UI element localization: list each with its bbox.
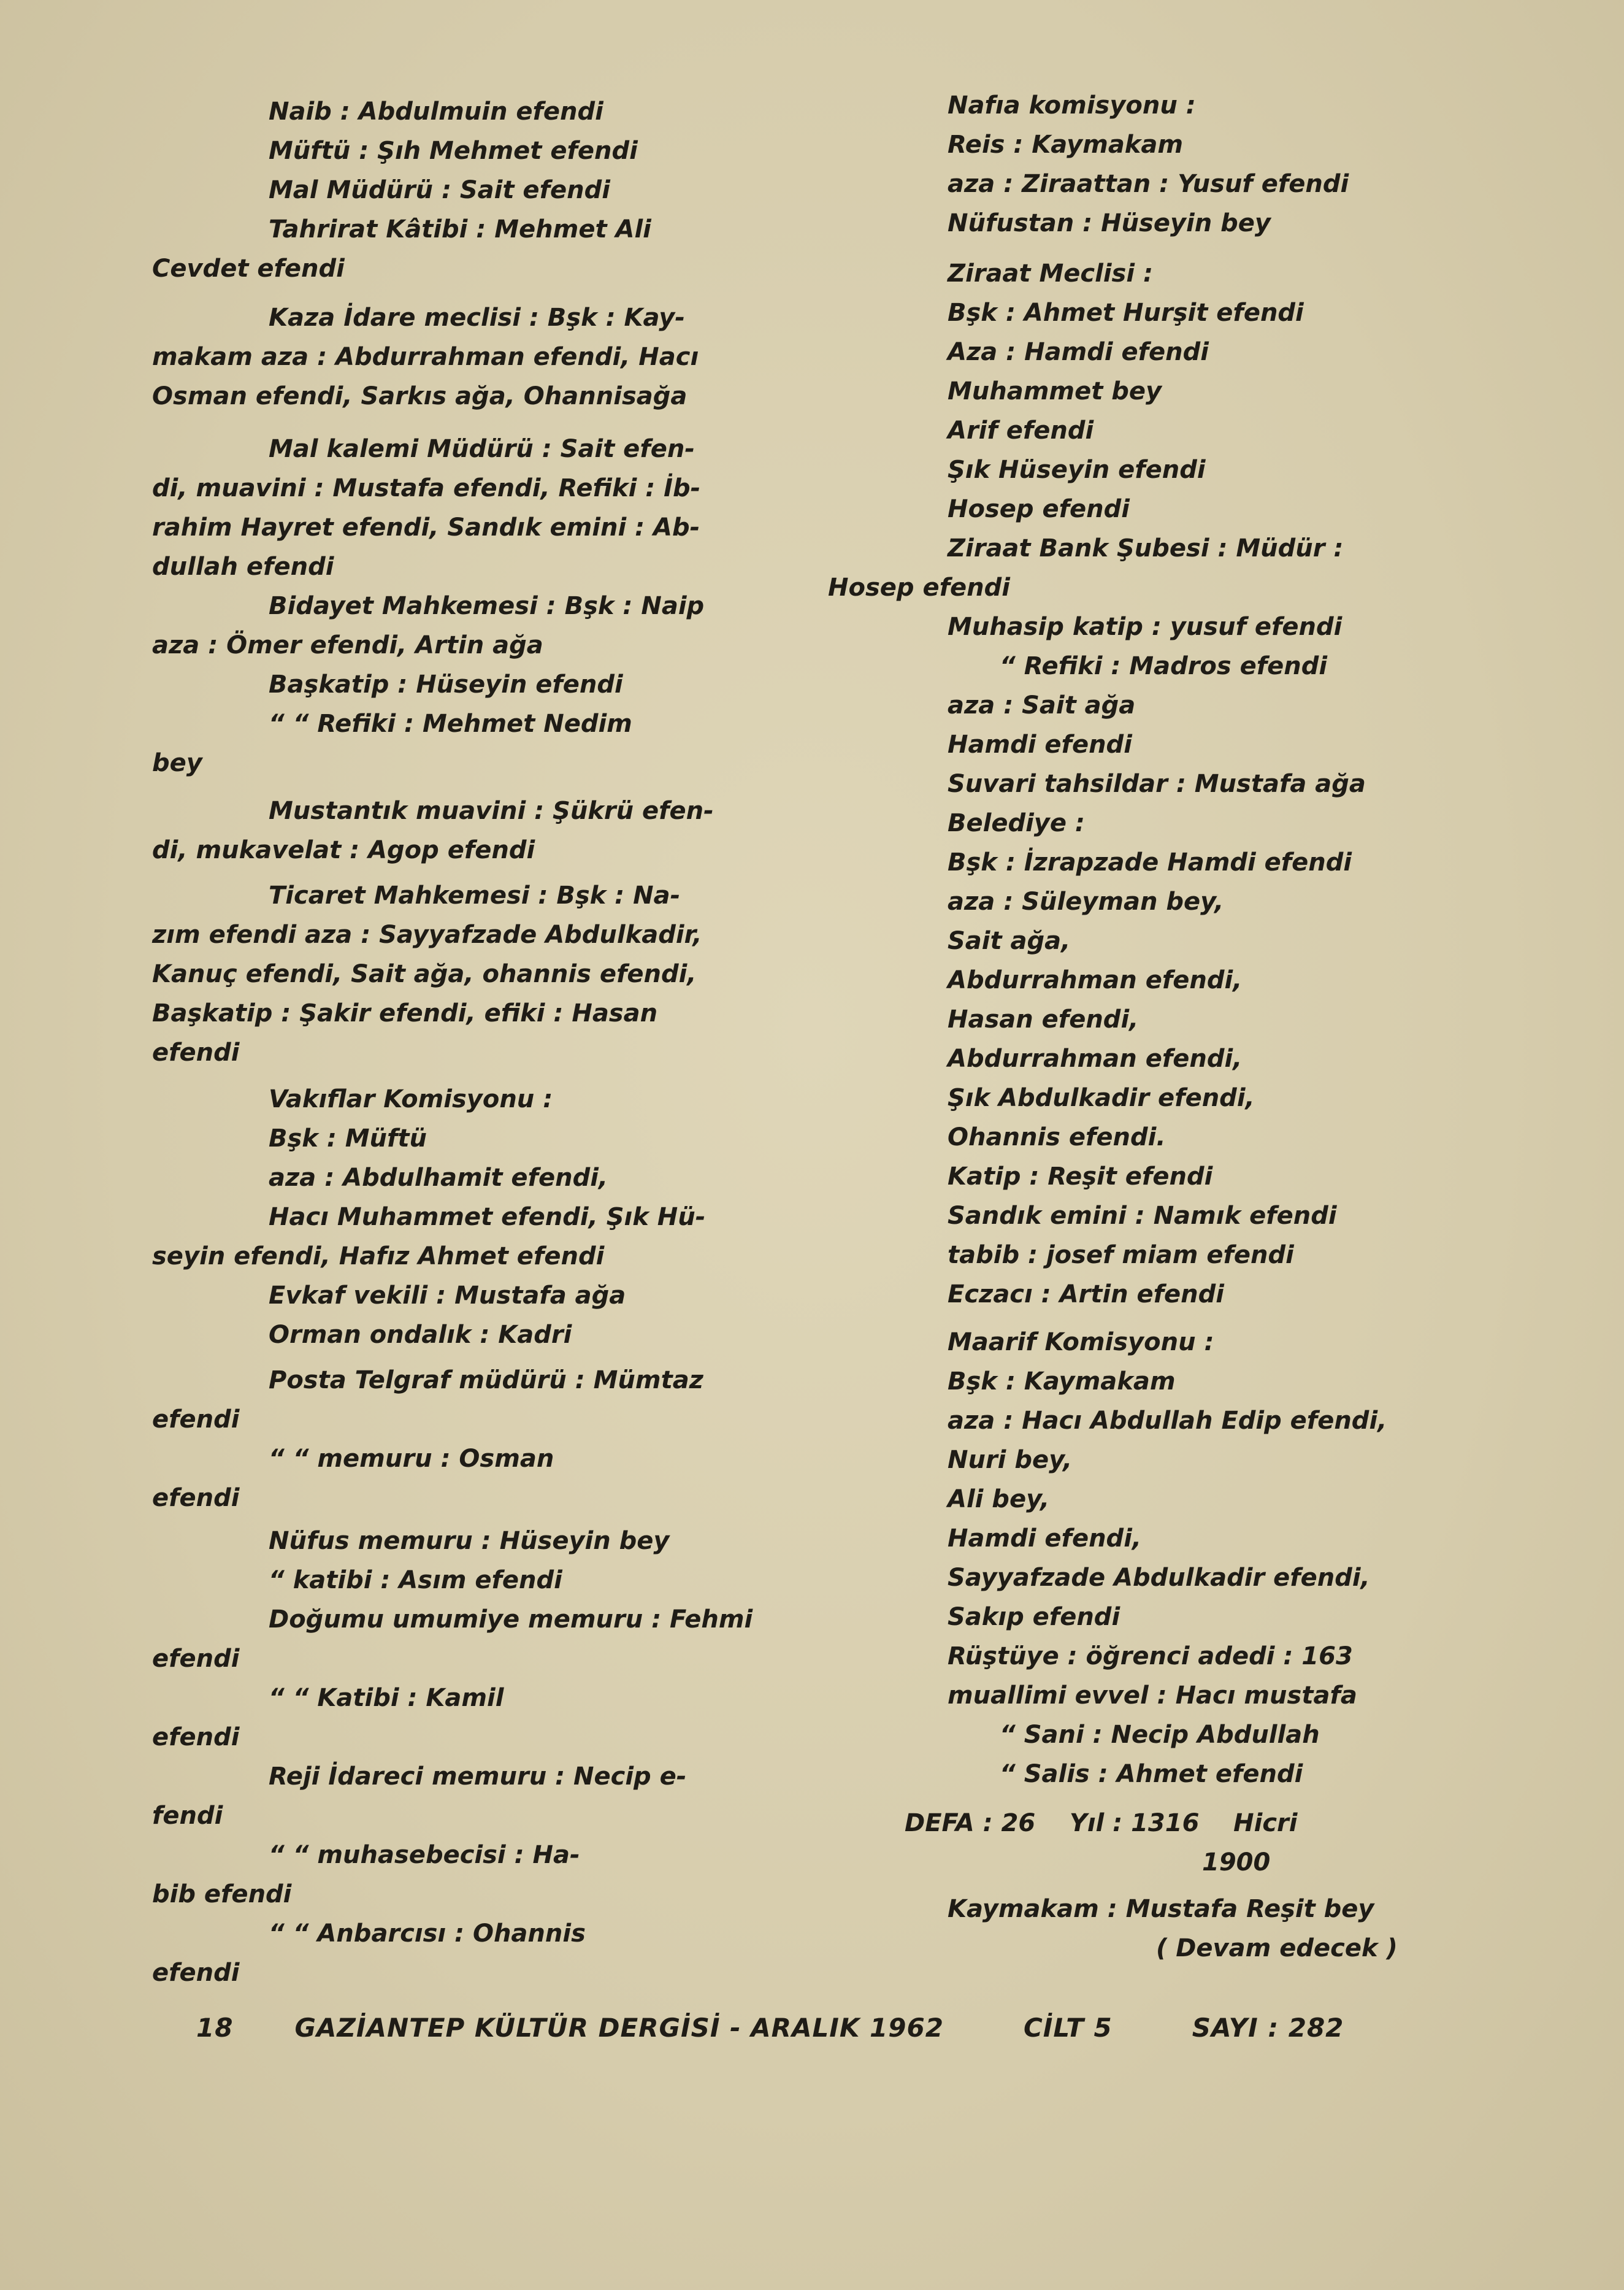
text-line: makam aza : Abdurrahman efendi, Hacı — [152, 343, 699, 371]
text-line: Hamdi efendi — [948, 731, 1132, 759]
text-line: muallimi evvel : Hacı mustafa — [948, 1681, 1357, 1710]
text-line: efendi — [152, 1405, 240, 1434]
text-line: Kanuç efendi, Sait ağa, ohannis efendi, — [152, 960, 697, 988]
text-line: ( Devam edecek ) — [1156, 1934, 1398, 1962]
text-line: Ticaret Mahkemesi : Bşk : Na- — [269, 882, 681, 910]
text-line: “ Sani : Necip Abdullah — [1000, 1721, 1320, 1749]
text-line: Suvari tahsildar : Mustafa ağa — [948, 770, 1366, 798]
text-line: Doğumu umumiye memuru : Fehmi — [269, 1605, 753, 1634]
text-line: rahim Hayret efendi, Sandık emini : Ab- — [152, 513, 700, 542]
text-line: Sait ağa, — [948, 927, 1071, 955]
text-line: “ Refiki : Madros efendi — [1000, 652, 1328, 680]
text-line: Katip : Reşit efendi — [948, 1162, 1213, 1191]
text-line: “ “ Refiki : Mehmet Nedim — [269, 710, 632, 738]
text-line: Orman ondalık : Kadri — [269, 1321, 572, 1349]
text-line: Posta Telgraf müdürü : Mümtaz — [269, 1366, 703, 1394]
text-line: Hamdi efendi, — [948, 1524, 1142, 1553]
text-line: Rüştüye : öğrenci adedi : 163 — [948, 1642, 1353, 1670]
text-line: Mustantık muavini : Şükrü efen- — [269, 797, 714, 825]
text-line: DEFA : 26 Yıl : 1316 Hicri — [905, 1809, 1298, 1837]
text-line: Bşk : Kaymakam — [948, 1367, 1176, 1396]
text-line: Hosep efendi — [948, 495, 1130, 523]
text-line: seyin efendi, Hafız Ahmet efendi — [152, 1242, 605, 1270]
text-line: Başkatip : Hüseyin efendi — [269, 670, 623, 699]
text-line: Bşk : İzrapzade Hamdi efendi — [948, 848, 1352, 877]
text-line: Sakıp efendi — [948, 1603, 1120, 1631]
text-line: aza : Abdulhamit efendi, — [269, 1164, 608, 1192]
text-line: di, mukavelat : Agop efendi — [152, 836, 535, 864]
text-line: efendi — [152, 1484, 240, 1512]
text-line: Kaymakam : Mustafa Reşit bey — [948, 1895, 1374, 1923]
text-line: “ “ memuru : Osman — [269, 1445, 554, 1473]
text-line: Naib : Abdulmuin efendi — [269, 98, 603, 126]
text-line: Nafıa komisyonu : — [948, 91, 1196, 120]
text-line: Bşk : Ahmet Hurşit efendi — [948, 299, 1304, 327]
page-footer — [196, 2006, 1447, 2049]
text-line: Hacı Muhammet efendi, Şık Hü- — [269, 1203, 706, 1231]
text-line: efendi — [152, 1039, 240, 1067]
text-line: zım efendi aza : Sayyafzade Abdulkadir, — [152, 921, 702, 949]
text-line: Nüfus memuru : Hüseyin bey — [269, 1527, 670, 1555]
text-line: di, muavini : Mustafa efendi, Refiki : İb- — [152, 474, 701, 502]
text-line: Muhasip katip : yusuf efendi — [948, 613, 1342, 641]
text-line: tabib : josef miam efendi — [948, 1241, 1294, 1269]
text-line: Sandık emini : Namık efendi — [948, 1202, 1337, 1230]
text-line: Ohannis efendi. — [948, 1123, 1166, 1151]
text-line: Maarif Komisyonu : — [948, 1328, 1214, 1356]
text-line: efendi — [152, 1959, 240, 1987]
text-line: dullah efendi — [152, 553, 334, 581]
text-line: aza : Süleyman bey, — [948, 888, 1224, 916]
text-line: “ “ muhasebecisi : Ha- — [269, 1841, 580, 1869]
text-line: Müftü : Şıh Mehmet efendi — [269, 137, 638, 165]
text-line: Nuri bey, — [948, 1446, 1073, 1474]
text-line: Evkaf vekili : Mustafa ağa — [269, 1281, 626, 1310]
text-line: Aza : Hamdi efendi — [948, 338, 1209, 366]
text-line: Ziraat Bank Şubesi : Müdür : — [948, 534, 1344, 563]
text-line: Osman efendi, Sarkıs ağa, Ohannisağa — [152, 382, 688, 410]
text-line: Nüfustan : Hüseyin bey — [948, 209, 1271, 237]
text-line: fendi — [152, 1802, 223, 1830]
text-line: Sayyafzade Abdulkadir efendi, — [948, 1564, 1370, 1592]
text-line: efendi — [152, 1723, 240, 1751]
text-line: Kaza İdare meclisi : Bşk : Kay- — [269, 304, 685, 332]
text-line: Reji İdareci memuru : Necip e- — [269, 1762, 687, 1791]
text-line: Bşk : Müftü — [269, 1124, 427, 1153]
text-line: Mal kalemi Müdürü : Sait efen- — [269, 435, 695, 463]
text-line: “ “ Anbarcısı : Ohannis — [269, 1919, 586, 1948]
text-line: Muhammet bey — [948, 377, 1162, 405]
text-line: Mal Müdürü : Sait efendi — [269, 176, 610, 204]
text-line: “ Salis : Ahmet efendi — [1000, 1760, 1303, 1788]
text-line: aza : Hacı Abdullah Edip efendi, — [948, 1407, 1387, 1435]
text-line: aza : Sait ağa — [948, 691, 1136, 720]
text-line: Şık Hüseyin efendi — [948, 456, 1206, 484]
volume-label: CİLT 5 — [1023, 2012, 1113, 2043]
text-line: bib efendi — [152, 1880, 292, 1908]
text-line: aza : Ömer efendi, Artin ağa — [152, 631, 543, 659]
issue-label: SAYI : 282 — [1192, 2012, 1344, 2043]
page-number: 18 — [196, 2012, 234, 2043]
text-line: 1900 — [1202, 1848, 1271, 1877]
text-line: “ katibi : Asım efendi — [269, 1566, 562, 1594]
text-line: Bidayet Mahkemesi : Bşk : Naip — [269, 592, 705, 620]
text-line: aza : Ziraattan : Yusuf efendi — [948, 170, 1349, 198]
text-line: Arif efendi — [948, 417, 1094, 445]
text-line: Ali bey, — [948, 1485, 1050, 1513]
text-line: Hosep efendi — [828, 574, 1010, 602]
text-line: Tahrirat Kâtibi : Mehmet Ali — [269, 215, 651, 244]
text-line: Cevdet efendi — [152, 255, 345, 283]
text-line: efendi — [152, 1645, 240, 1673]
text-line: Reis : Kaymakam — [948, 131, 1184, 159]
text-line: Belediye : — [948, 809, 1085, 837]
text-line: bey — [152, 749, 202, 777]
text-line: Şık Abdulkadir efendi, — [948, 1084, 1255, 1112]
text-line: Abdurrahman efendi, — [948, 966, 1243, 994]
text-line: Vakıflar Komisyonu : — [269, 1085, 553, 1113]
text-line: “ “ Katibi : Kamil — [269, 1684, 504, 1712]
text-line: Başkatip : Şakir efendi, efiki : Hasan — [152, 999, 658, 1028]
journal-title: GAZİANTEP KÜLTÜR DERGİSİ - ARALIK 1962 — [294, 2012, 944, 2043]
text-line: Abdurrahman efendi, — [948, 1045, 1243, 1073]
text-line: Ziraat Meclisi : — [948, 259, 1153, 288]
text-line: Hasan efendi, — [948, 1005, 1139, 1034]
text-line: Eczacı : Artin efendi — [948, 1280, 1224, 1308]
